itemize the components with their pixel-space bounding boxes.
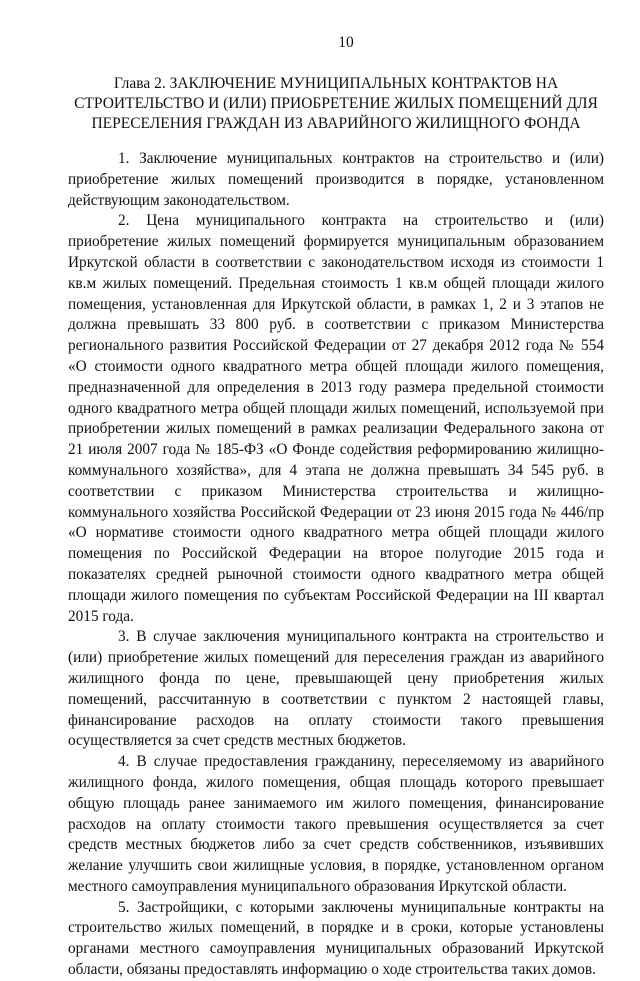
paragraph-5: 5. Застройщики, с которыми заключены муниципальные контракты на строительство жилых помещений, в порядке и в сроки, которые установлены органами местного самоуправления муниципальных образований Иркутской области, обязаны предоставлять информацию о ходе строительства таких домов. — [68, 898, 604, 979]
paragraph-1: 1. Заключение муниципальных контрактов на строительство и (или) приобретение жилых помещений производится в порядке, установленном действующим законодательством. — [68, 150, 604, 209]
chapter-title-line-3: ПЕРЕСЕЛЕНИЯ ГРАЖДАН ИЗ АВАРИЙНОГО ЖИЛИЩНОГО ФОНДА — [91, 115, 581, 132]
chapter-title-line-1: Глава 2. ЗАКЛЮЧЕНИЕ МУНИЦИПАЛЬНЫХ КОНТРАКТОВ НА — [113, 75, 559, 92]
page-number: 10 — [338, 34, 354, 51]
paragraph-2: 2. Цена муниципального контракта на строительство и (или) приобретение жилых помещений формируется муниципальным образованием Иркутской области в соответствии с законодательством исходя из стоимости 1 кв.м жилых помещений. Предельная стоимость 1 кв.м общей площади жилого помещения, установленная для Иркутской области, в рамках 1, 2 и 3 этапов не должна превышать 33 800 руб. в соответствии с приказом Министерства регионального развития Российской Федерации от 27 декабря 2012 года № 554 «О стоимости одного квадратного метра общей площади жилого помещения, предназначенной для определения в 2013 году размера предельной стоимости одного квадратного метра общей площади жилых помещений, используемой при приобретении жилых помещений в рамках реализации Федерального закона от 21 июля 2007 года № 185-ФЗ «О Фонде содействия реформированию жилищно-коммунального хозяйства», для 4 этапа не должна превышать 34 545 руб. в соответствии с приказом Министерства строительства и жилищно-коммунального хозяйства Российской Федерации от 23 июня 2015 года № 446/пр «О нормативе стоимости одного квадратного метра общей площади жилого помещения по Российской Федерации на второе полугодие 2015 года и показателях средней рыночной стоимости одного квадратного метра общей площади жилого помещения по субъектам Российской Федерации на III квартал 2015 года. — [68, 212, 604, 625]
paragraph-4: 4. В случае предоставления гражданину, переселяемому из аварийного жилищного фонда, жилого помещения, общая площадь которого превышает общую площадь ранее занимаемого им жилого помещения, финансирование расходов на оплату стоимости такого превышения осуществляется за счет средств местных бюджетов либо за счет средств собственников, изъявивших желание улучшить свои жилищные условия, в порядке, установленном органом местного самоуправления муниципального образования Иркутской области. — [68, 753, 604, 895]
document-body — [68, 149, 604, 981]
paragraph-3: 3. В случае заключения муниципального контракта на строительство и (или) приобретение жилых помещений для переселения граждан из аварийного жилищного фонда по цене, превышающей цену приобретения жилых помещений, рассчитанную в соответствии с пунктом 2 настоящей главы, финансирование расходов на оплату стоимости такого превышения осуществляется за счет средств местных бюджетов. — [68, 628, 604, 750]
chapter-title-line-2: СТРОИТЕЛЬСТВО И (ИЛИ) ПРИОБРЕТЕНИЕ ЖИЛЫХ ПОМЕЩЕНИЙ ДЛЯ — [74, 95, 598, 112]
chapter-title — [68, 74, 604, 134]
